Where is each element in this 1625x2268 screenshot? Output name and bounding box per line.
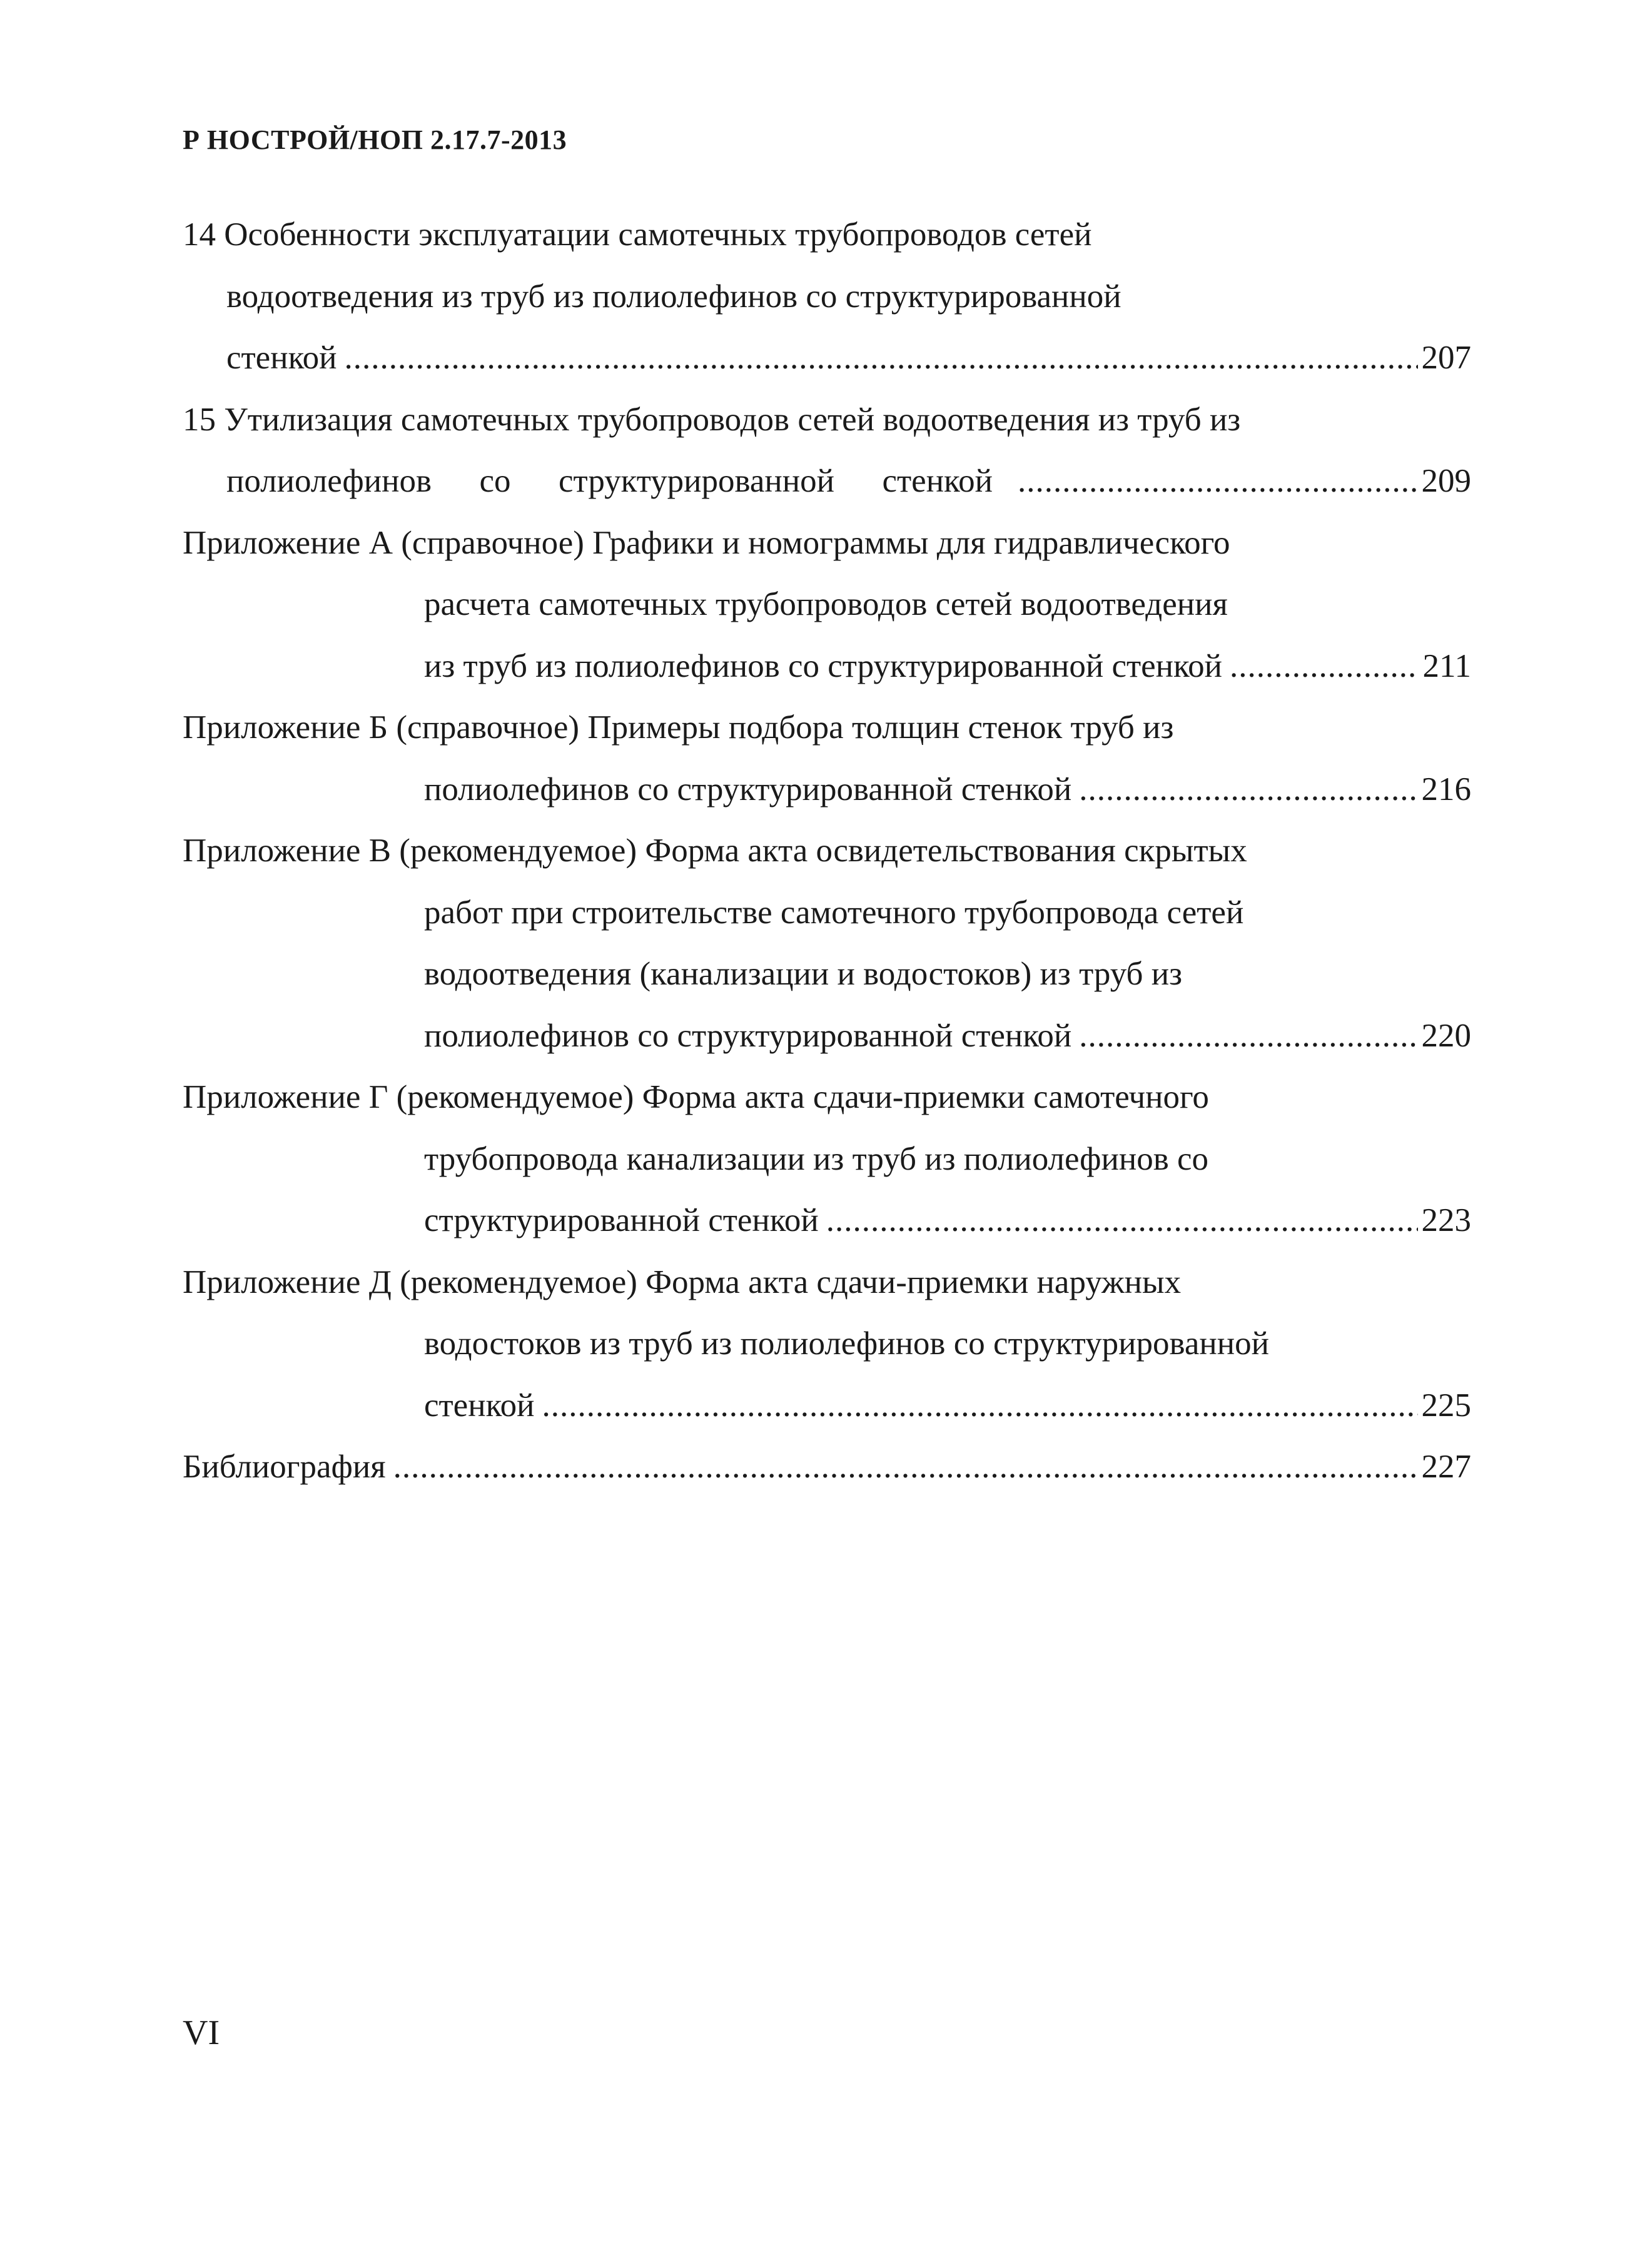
toc-entry-line: [226, 450, 993, 512]
toc-entry-last-line: [183, 1005, 1471, 1067]
document-code-header: Р НОСТРОЙ/НОП 2.17.7-2013: [183, 124, 567, 155]
toc-page-number: 216: [1421, 771, 1471, 807]
toc-page-number: 225: [1421, 1387, 1471, 1424]
toc-page-number: 209: [1421, 463, 1471, 499]
toc-entry-last-line: [183, 450, 1471, 512]
toc-entry-line: Библиография: [183, 1449, 386, 1485]
toc-entry-appendix-g[interactable]: [183, 1066, 1471, 1252]
toc-entry-line: полиолефинов со структурированной стенкой: [424, 771, 1072, 807]
toc-entry-line: трубопровода канализации из труб из полиолефинов со: [424, 1140, 1209, 1177]
dot-leader: [542, 1375, 1418, 1437]
toc-entry-last-line: [183, 1190, 1471, 1252]
dot-leader: [1079, 1005, 1417, 1067]
toc-page-number: 207: [1421, 340, 1471, 376]
table-of-contents: [183, 204, 1471, 1498]
page-number: VI: [183, 2013, 220, 2052]
toc-word: структурированной: [559, 463, 834, 499]
toc-entry-line: водоотведения (канализации и водостоков) из труб из: [424, 956, 1183, 992]
toc-entry-line: Приложение Д (рекомендуемое) Форма акта сдачи-приемки наружных: [183, 1263, 1182, 1300]
toc-entry-line: структурированной стенкой: [424, 1202, 819, 1238]
toc-entry-line: 14 Особенности эксплуатации самотечных трубопроводов сетей: [183, 216, 1092, 253]
toc-entry-14[interactable]: [183, 204, 1471, 389]
toc-word: стенкой: [882, 463, 993, 499]
toc-entry-line: Приложение Б (справочное) Примеры подбора толщин стенок труб из: [183, 709, 1174, 746]
dot-leader: [393, 1436, 1418, 1498]
toc-page-number: 220: [1421, 1017, 1471, 1054]
toc-entry-appendix-a[interactable]: [183, 512, 1471, 697]
toc-entry-last-line: [183, 635, 1471, 697]
toc-word: полиолефинов: [226, 463, 432, 499]
toc-entry-line: Приложение В (рекомендуемое) Форма акта освидетельствования скрытых: [183, 833, 1247, 869]
toc-word: со: [479, 463, 511, 499]
toc-entry-last-line: [183, 1375, 1471, 1437]
toc-entry-bibliography[interactable]: [183, 1436, 1471, 1498]
toc-entry-line: водостоков из труб из полиолефинов со структурированной: [424, 1325, 1269, 1362]
dot-leader: [1079, 759, 1417, 821]
toc-entry-line: стенкой: [226, 340, 337, 376]
toc-entry-line: работ при строительстве самотечного трубопровода сетей: [424, 894, 1244, 931]
toc-entry-15[interactable]: [183, 389, 1471, 512]
toc-page-number: 227: [1421, 1449, 1471, 1485]
dot-leader: [826, 1190, 1418, 1252]
toc-entry-line: расчета самотечных трубопроводов сетей водоотведения: [424, 586, 1228, 622]
toc-entry-last-line: [183, 1436, 1471, 1498]
toc-entry-last-line: [183, 327, 1471, 389]
toc-entry-last-line: [183, 759, 1471, 821]
toc-entry-line: 15 Утилизация самотечных трубопроводов сетей водоотведения из труб из: [183, 401, 1241, 438]
toc-entry-line: из труб из полиолефинов со структурированной стенкой: [424, 647, 1222, 684]
toc-page-number: 223: [1421, 1202, 1471, 1238]
toc-page-number: 211: [1422, 647, 1471, 684]
toc-entry-line: Приложение А (справочное) Графики и номограммы для гидравлического: [183, 524, 1230, 561]
toc-entry-appendix-d[interactable]: [183, 1252, 1471, 1437]
toc-entry-line: стенкой: [424, 1387, 535, 1424]
dot-leader: [345, 327, 1418, 389]
toc-entry-appendix-b[interactable]: [183, 697, 1471, 820]
dot-leader: [1230, 635, 1419, 697]
toc-entry-line: водоотведения из труб из полиолефинов со структурированной: [226, 278, 1121, 315]
toc-entry-line: полиолефинов со структурированной стенкой: [424, 1017, 1072, 1054]
dot-leader: [1018, 450, 1418, 512]
toc-entry-line: Приложение Г (рекомендуемое) Форма акта сдачи-приемки самотечного: [183, 1079, 1209, 1115]
toc-entry-appendix-v[interactable]: [183, 820, 1471, 1066]
